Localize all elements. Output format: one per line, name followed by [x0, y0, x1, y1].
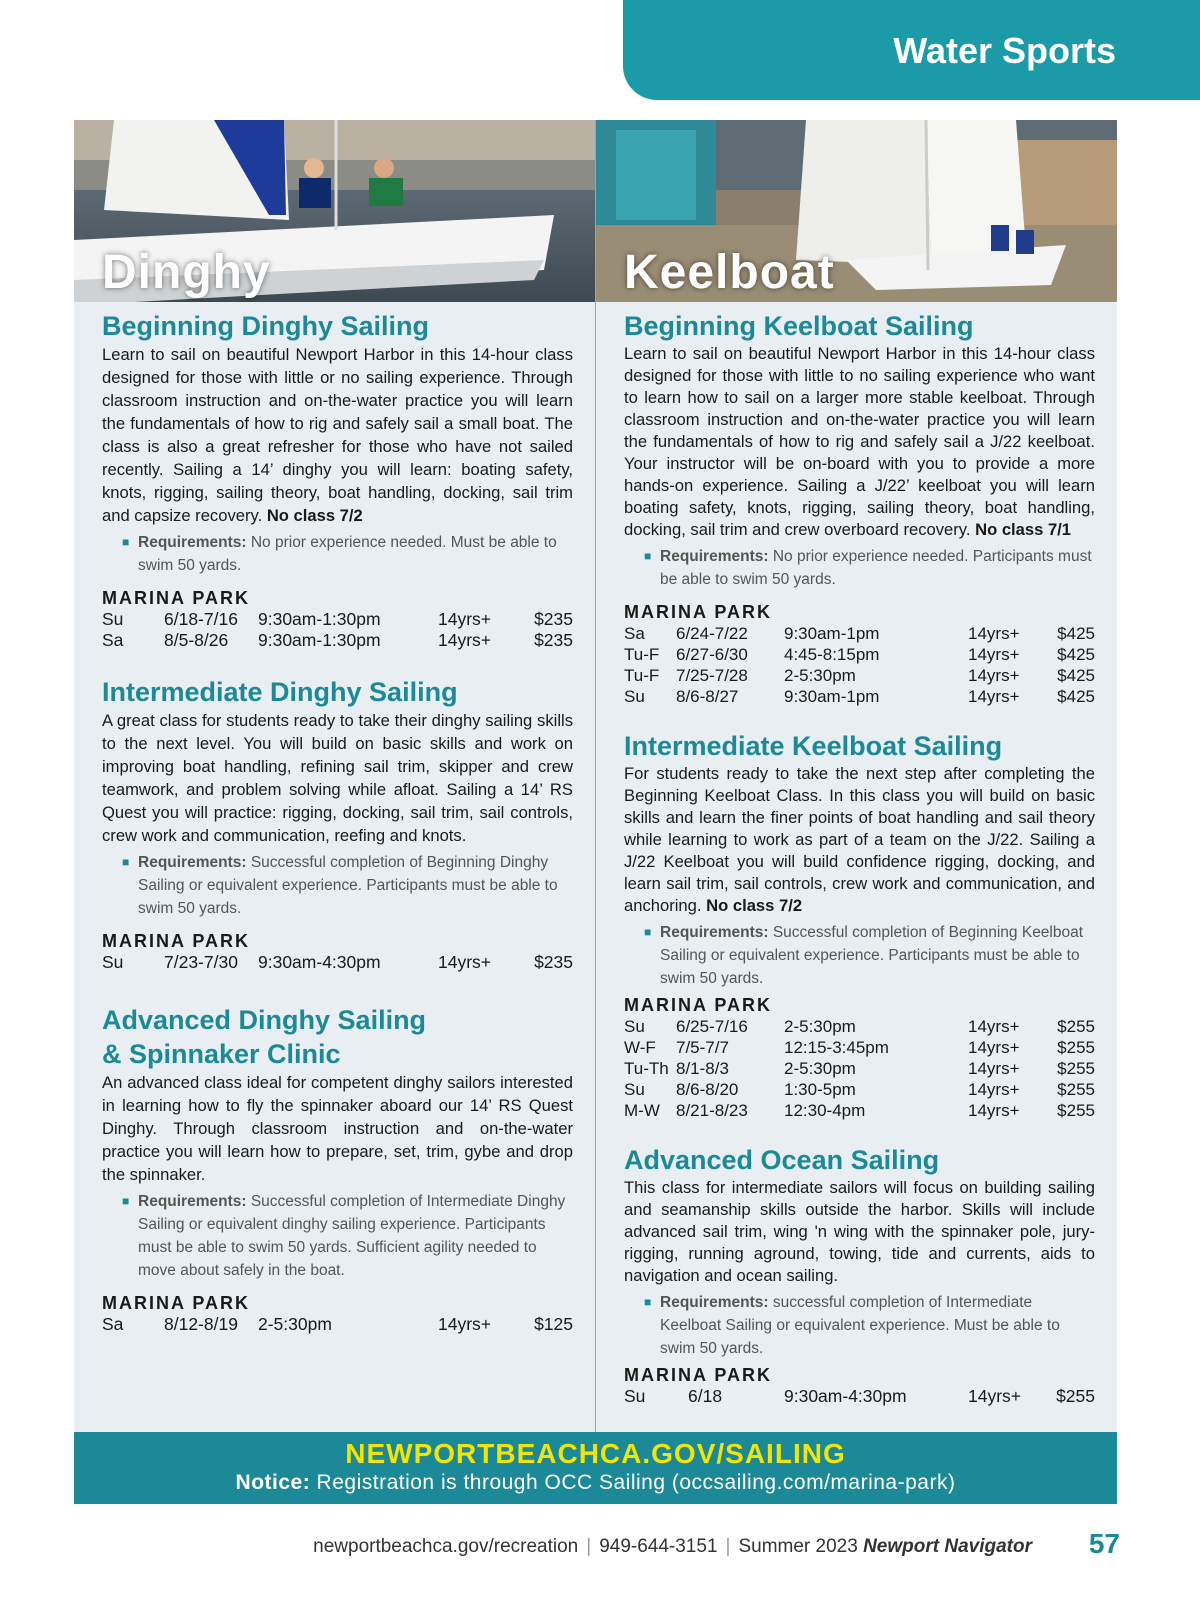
course-intermediate-dinghy	[102, 675, 573, 973]
keelboat-photo	[596, 120, 1117, 302]
schedule-table	[102, 609, 573, 651]
bullet-icon: ■	[644, 1295, 652, 1309]
dinghy-content	[102, 309, 573, 1335]
requirements: ■ Requirements: successful completion of Intermediate Keelboat Sailing or equivalent experience. Must be able to swim 50 yards.	[624, 1291, 1095, 1360]
venue-label: MARINA PARK	[624, 995, 772, 1015]
keelboat-photo-title: Keelboat	[624, 246, 835, 299]
course-title: Beginning Dinghy Sailing	[102, 311, 429, 341]
course-title: Advanced Ocean Sailing	[624, 1145, 940, 1175]
schedule-row: Sa 8/12-8/19 2-5:30pm 14yrs+ $125	[102, 1314, 573, 1334]
no-class-note: No class 7/1	[975, 520, 1072, 539]
schedule-row: Tu-F 7/25-7/28 2-5:30pm 14yrs+ $425	[624, 666, 1095, 685]
requirements: ■ Requirements: Successful completion of Beginning Dinghy Sailing or equivalent experience. Participants must be able to swim 50 yards.	[102, 851, 573, 920]
course-beginning-keelboat	[624, 309, 1095, 707]
venue-label: MARINA PARK	[624, 602, 772, 622]
schedule-table	[624, 1386, 1095, 1407]
schedule-row: Su 6/18 9:30am-4:30pm 14yrs+ $255	[624, 1386, 1095, 1406]
footer-magazine: Newport Navigator	[863, 1536, 1032, 1557]
dinghy-panel	[74, 120, 595, 1432]
footer-season: Summer 2023	[738, 1536, 864, 1557]
page-number: 57	[1088, 1528, 1120, 1559]
bullet-icon: ■	[122, 855, 130, 869]
schedule-row: Su 8/6-8/27 9:30am-1pm 14yrs+ $425	[624, 687, 1095, 706]
schedule-row: Sa 6/24-7/22 9:30am-1pm 14yrs+ $425	[624, 624, 1095, 643]
course-title: Intermediate Dinghy Sailing	[102, 677, 458, 707]
dinghy-photo-title: Dinghy	[102, 246, 271, 299]
course-advanced-ocean	[624, 1143, 1095, 1407]
course-description: Learn to sail on beautiful Newport Harbor in this 14-hour class designed for those with little to no sailing experience who want to learn how to sail on a larger more stable keelboat. Through classroom instruction and on-the-water practice you will learn the fundamentals of how to rig and safely sail a J/22 keelboat. Your instructor will be on-board with you to provide a more hands-on experience. Sailing a J/22’ keelboat you will learn boating safety, knots, rigging, sailing theory, boat handling, docking, sail trim and crew overboard recovery. No class 7/1	[624, 344, 1095, 539]
venue-label: MARINA PARK	[102, 1293, 250, 1313]
schedule-row: Su 7/23-7/30 9:30am-4:30pm 14yrs+ $235	[102, 952, 573, 972]
venue-label: MARINA PARK	[624, 1365, 772, 1385]
schedule-row: Sa 8/5-8/26 9:30am-1:30pm 14yrs+ $235	[102, 630, 573, 650]
venue-label: MARINA PARK	[102, 931, 250, 951]
no-class-note: No class 7/2	[706, 896, 803, 915]
schedule-row: W-F 7/5-7/7 12:15-3:45pm 14yrs+ $255	[624, 1038, 1095, 1057]
schedule-row: M-W 8/21-8/23 12:30-4pm 14yrs+ $255	[624, 1101, 1095, 1120]
schedule-row: Tu-F 6/27-6/30 4:45-8:15pm 14yrs+ $425	[624, 645, 1095, 664]
course-description: This class for intermediate sailors will focus on building sailing and seamanship skills outside the harbor. Skills will include advanced sail trim, wing 'n wing with the spinnaker pole, jury-rigging, running aground, towing, tide and currents, aids to navigation and ocean sailing.	[624, 1178, 1095, 1285]
schedule-row: Su 6/18-7/16 9:30am-1:30pm 14yrs+ $235	[102, 609, 573, 629]
sailing-url-link[interactable]: NEWPORTBEACHCA.GOV/SAILING	[345, 1438, 846, 1469]
keelboat-panel	[596, 120, 1117, 1432]
course-title: Advanced Dinghy Sailing	[102, 1005, 427, 1035]
schedule-row: Su 6/25-7/16 2-5:30pm 14yrs+ $255	[624, 1017, 1095, 1036]
registration-notice: Notice: Registration is through OCC Sailing (occsailing.com/marina-park)	[235, 1471, 956, 1494]
requirements: ■ Requirements: No prior experience needed. Participants must be able to swim 50 yards.	[624, 545, 1095, 591]
bullet-icon: ■	[122, 1194, 130, 1208]
course-title-line2: & Spinnaker Clinic	[102, 1039, 341, 1069]
bullet-icon: ■	[644, 925, 652, 939]
course-title: Beginning Keelboat Sailing	[624, 311, 974, 341]
course-beginning-dinghy	[102, 309, 573, 651]
schedule-table	[102, 1314, 573, 1335]
course-description: An advanced class ideal for competent dinghy sailors interested in learning how to fly the spinnaker aboard our 14’ RS Quest Dinghy. Through classroom instruction and on-the-water practice you will learn how to prepare, set, trim, gybe and drop the spinnaker.	[102, 1073, 573, 1184]
requirements: ■ Requirements: Successful completion of Beginning Keelboat Sailing or equivalent experience. Participants must be able to swim 50 yards.	[624, 921, 1095, 990]
course-description: A great class for students ready to take their dinghy sailing skills to the next level. You will build on basic skills and work on improving boat handling, refining sail trim, skipper and crew teamwork, and problem solving while afloat. Sailing a 14’ RS Quest you will practice: rigging, docking, sail trim, sail controls, crew work and communication, reefing and knots.	[102, 711, 573, 845]
section-tab	[623, 0, 1200, 100]
requirements: ■ Requirements: Successful completion of Intermediate Dinghy Sailing or equivalent dinghy sailing experience. Participants must be able to swim 50 yards. Sufficient agility needed to move about safely in the boat.	[102, 1190, 573, 1282]
bullet-icon: ■	[122, 535, 130, 549]
course-advanced-dinghy	[102, 1003, 573, 1335]
footer-phone: 949-644-3151	[599, 1536, 718, 1557]
schedule-table	[102, 952, 573, 973]
venue-label: MARINA PARK	[102, 588, 250, 608]
no-class-note: No class 7/2	[266, 506, 363, 525]
section-title: Water Sports	[893, 30, 1116, 71]
footer-site-link[interactable]: newportbeachca.gov/recreation	[313, 1536, 579, 1557]
dinghy-photo	[74, 120, 595, 302]
keelboat-content	[624, 309, 1095, 1407]
schedule-row: Su 8/6-8/20 1:30-5pm 14yrs+ $255	[624, 1080, 1095, 1099]
schedule-table	[624, 1016, 1095, 1121]
course-title: Intermediate Keelboat Sailing	[624, 731, 1003, 761]
requirements: ■ Requirements: No prior experience needed. Must be able to swim 50 yards.	[102, 531, 573, 577]
course-description: For students ready to take the next step after completing the Beginning Keelboat Class. In this class you will build on basic skills and learn the finer points of boat handling and sail theory while learning to work as part of a team on the J/22. Sailing a J/22 Keelboat you will build confidence rigging, docking, and learn sail trim, sail controls, crew work and communication, and anchoring. No class 7/2	[624, 764, 1095, 915]
schedule-row: Tu-Th 8/1-8/3 2-5:30pm 14yrs+ $255	[624, 1059, 1095, 1078]
bullet-icon: ■	[644, 549, 652, 563]
course-description: Learn to sail on beautiful Newport Harbor in this 14-hour class designed for those with little or no sailing experience. Through classroom instruction and on-the-water practice you will learn the fundamentals of how to rig and safely sail a small boat. The class is also a great refresher for those who have not sailed recently. Sailing a 14’ dinghy you will learn: boating safety, knots, rigging, sailing theory, boat handling, docking, sail trim and capsize recovery. No class 7/2	[102, 345, 573, 525]
registration-banner	[74, 1432, 1117, 1504]
course-intermediate-keelboat	[624, 729, 1095, 1121]
page-footer: newportbeachca.gov/recreation | 949-644-3151 | Summer 2023 Newport Navigator	[313, 1536, 1032, 1557]
schedule-table	[624, 623, 1095, 707]
